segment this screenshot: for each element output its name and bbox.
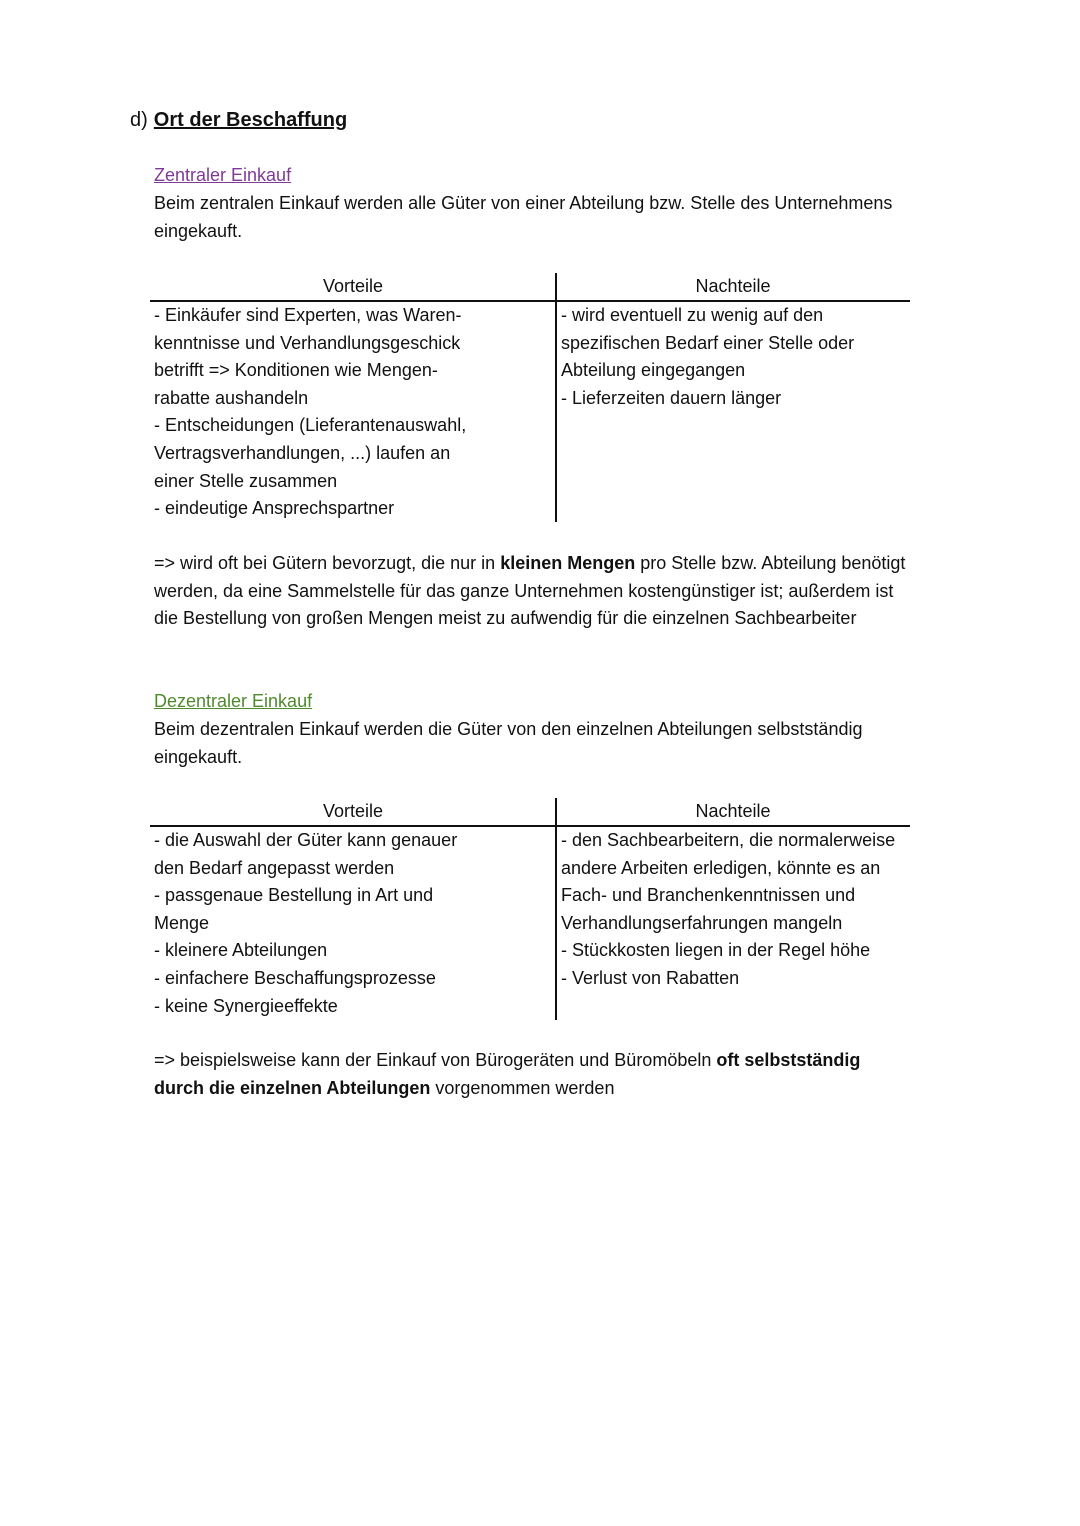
- dezentral-title: Dezentraler Einkauf: [154, 691, 313, 711]
- dezentral-column-divider: [555, 798, 557, 1020]
- dezentral-description: Beim dezentralen Einkauf werden die Güter von den einzelnen Abteilungen selbstständig eingekauft.: [154, 719, 863, 767]
- list-item: Fach- und Branchenkenntnissen und: [561, 885, 856, 906]
- list-item: - eindeutige Ansprechspartner: [154, 498, 395, 519]
- dezentral-nachteile-list: [561, 827, 907, 993]
- section-title: Ort der Beschaffung: [153, 109, 348, 131]
- list-item: - die Auswahl der Güter kann genauer: [154, 830, 458, 850]
- list-item: Menge: [154, 912, 210, 933]
- list-item: - Stückkosten liegen in der Regel höhe: [561, 940, 871, 961]
- list-item: kenntnisse und Verhandlungsgeschick: [154, 332, 461, 353]
- list-item: - Einkäufer sind Experten, was Waren-: [154, 305, 462, 325]
- list-item: Vertragsverhandlungen, ...) laufen an: [154, 442, 451, 463]
- zentral-conclusion-bold: kleinen Mengen: [500, 553, 636, 573]
- section-heading: [130, 106, 347, 134]
- zentral-vorteile-list: [154, 302, 550, 523]
- zentral-nachteile-header: Nachteile: [695, 276, 771, 296]
- dezentral-conclusion-after: vorgenommen werden: [430, 1077, 615, 1098]
- list-item: - wird eventuell zu wenig auf den: [561, 305, 824, 325]
- zentral-vorteile-header: Vorteile: [322, 276, 384, 296]
- list-item: rabatte aushandeln: [154, 387, 309, 408]
- list-item: - Entscheidungen (Lieferantenauswahl,: [154, 415, 467, 436]
- zentral-column-divider: [555, 273, 557, 522]
- list-item: - passgenaue Bestellung in Art und: [154, 885, 434, 906]
- section-letter: d): [130, 109, 148, 131]
- dezentral-tchart: [150, 798, 910, 1020]
- zentral-conclusion-before: => wird oft bei Gütern bevorzugt, die nur in: [154, 553, 501, 573]
- zentral-nachteile-list: [561, 302, 907, 412]
- list-item: Abteilung eingegangen: [561, 360, 746, 381]
- list-item: - Lieferzeiten dauern länger: [561, 387, 782, 408]
- dezentral-conclusion-before: => beispielsweise kann der Einkauf von Bürogeräten und Büromöbeln: [154, 1050, 717, 1070]
- list-item: - einfachere Beschaffungsprozesse: [154, 967, 436, 988]
- dezentral-vorteile-list: [154, 827, 550, 1020]
- list-item: einer Stelle zusammen: [154, 470, 338, 491]
- zentral-title: Zentraler Einkauf: [154, 165, 292, 185]
- dezentral-conclusion: [154, 1047, 874, 1102]
- list-item: Verhandlungserfahrungen mangeln: [561, 912, 843, 933]
- dezentral-conclusion-bold: oft selbstständig durch die einzelnen Abteilungen: [154, 1050, 861, 1098]
- zentral-conclusion: [154, 550, 914, 633]
- list-item: betrifft => Konditionen wie Mengen-: [154, 360, 438, 381]
- zentral-description: Beim zentralen Einkauf werden alle Güter von einer Abteilung bzw. Stelle des Unternehmens eingekauft.: [154, 193, 893, 241]
- list-item: andere Arbeiten erledigen, könnte es an: [561, 857, 881, 878]
- list-item: spezifischen Bedarf einer Stelle oder: [561, 332, 855, 353]
- dezentral-vorteile-header: Vorteile: [322, 801, 384, 821]
- list-item: - Verlust von Rabatten: [561, 967, 740, 988]
- list-item: den Bedarf angepasst werden: [154, 857, 395, 878]
- list-item: - kleinere Abteilungen: [154, 940, 328, 961]
- list-item: - den Sachbearbeitern, die normalerweise: [561, 830, 896, 850]
- zentral-conclusion-after: pro Stelle bzw. Abteilung benötigt werden, da eine Sammelstelle für das ganze Unternehmen kostengünstiger ist; außerdem ist die Bestellung von großen Mengen meist zu aufwendig für die einzelnen Sachbearbeiter: [154, 553, 906, 629]
- list-item: - keine Synergieeffekte: [154, 995, 338, 1016]
- dezentral-nachteile-header: Nachteile: [695, 801, 771, 821]
- zentral-tchart: [150, 273, 910, 523]
